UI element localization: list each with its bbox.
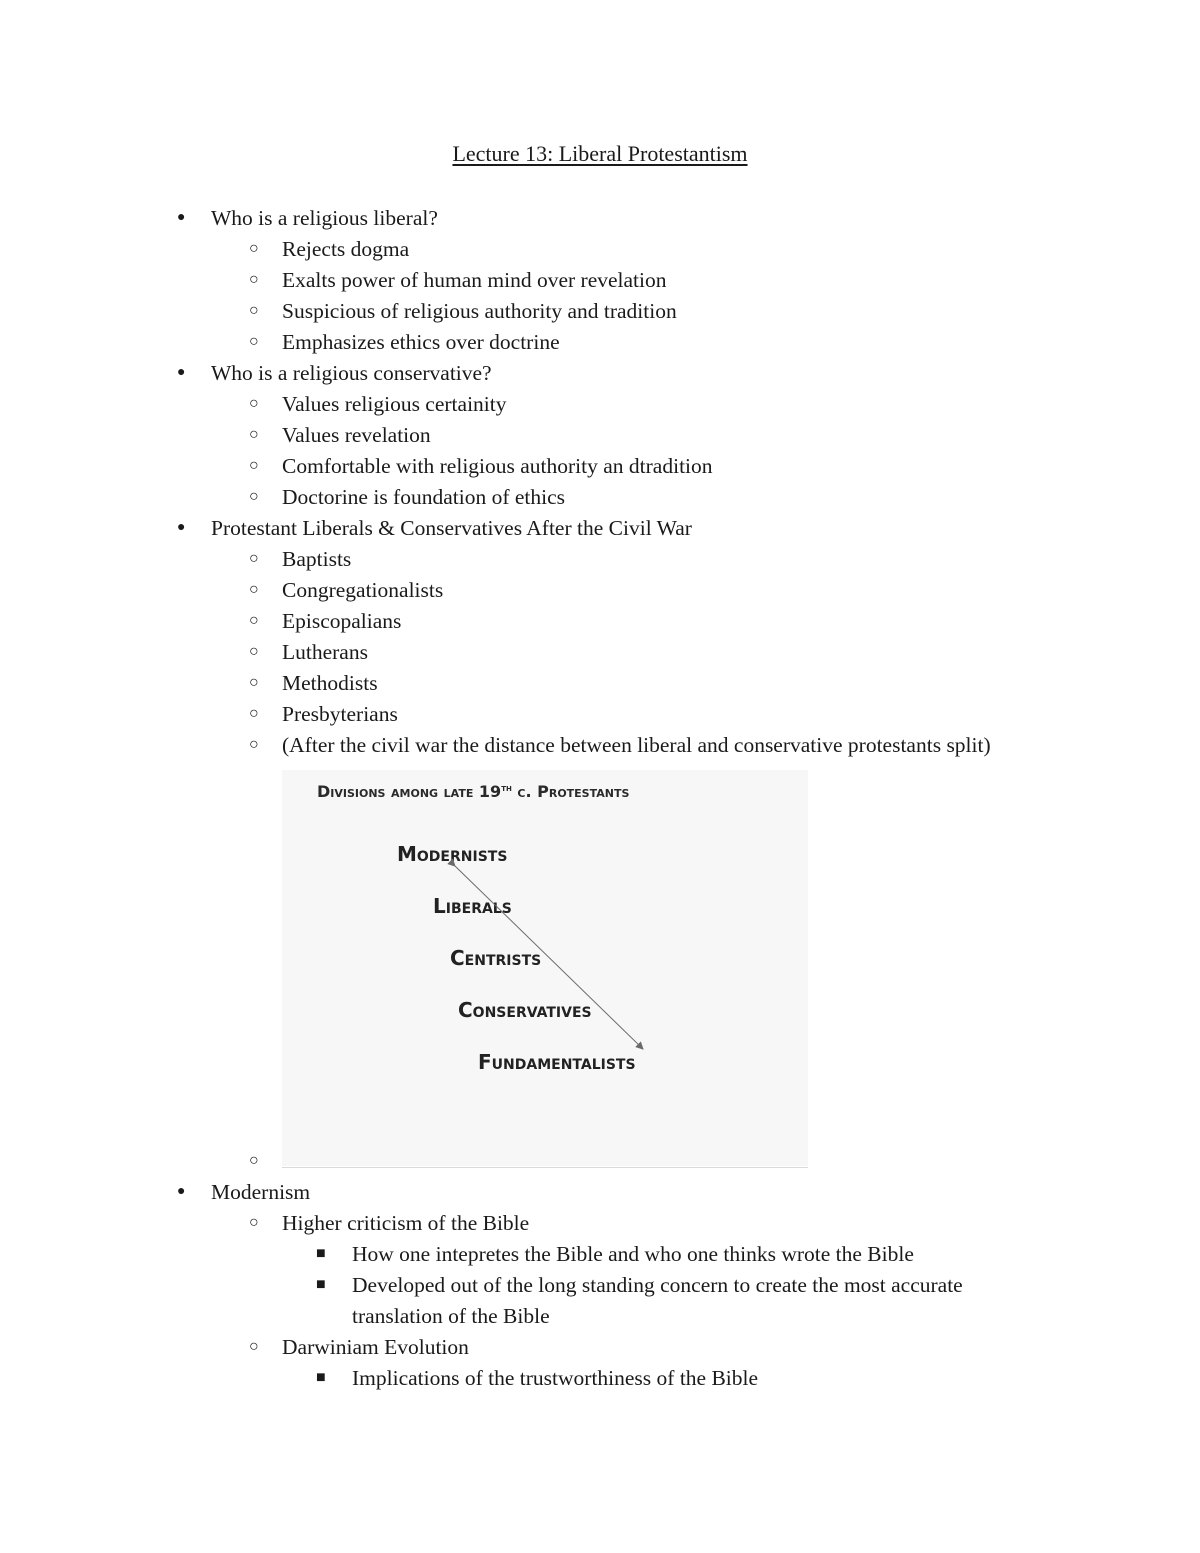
hollow-bullet-icon: ○ — [249, 612, 259, 629]
hollow-bullet-icon: ○ — [249, 1152, 259, 1169]
list-item: Doctorine is foundation of ethics — [282, 485, 566, 509]
section-heading: Who is a religious liberal? — [211, 206, 438, 230]
label-conservatives: Conservatives — [458, 998, 592, 1022]
figure-divider — [282, 1167, 808, 1168]
bullet-icon: ● — [177, 365, 186, 380]
square-bullet-icon: ■ — [316, 1276, 326, 1293]
divisions-diagram — [282, 770, 808, 1166]
square-bullet-icon: ■ — [316, 1245, 326, 1262]
hollow-bullet-icon: ○ — [249, 302, 259, 319]
page-title: Lecture 13: Liberal Protestantism — [452, 141, 748, 166]
label-fundamentalists: Fundamentalists — [478, 1050, 636, 1074]
bullet-icon: ● — [177, 520, 186, 535]
hollow-bullet-icon: ○ — [249, 240, 259, 257]
hollow-bullet-icon: ○ — [249, 271, 259, 288]
bullet-icon: ● — [177, 210, 186, 225]
label-modernists: Modernists — [397, 842, 508, 866]
bullet-icon: ● — [177, 1184, 186, 1199]
list-item: Presbyterians — [282, 702, 398, 726]
divisions-figure — [282, 770, 808, 1166]
hollow-bullet-icon: ○ — [249, 457, 259, 474]
figure-title: Divisions among late 19th c. Protestants — [317, 782, 630, 801]
section-heading: Protestant Liberals & Conservatives After the Civil War — [211, 516, 692, 540]
hollow-bullet-icon: ○ — [249, 581, 259, 598]
list-subitem: Developed out of the long standing concern to create the most accurate — [352, 1273, 963, 1297]
list-item: Emphasizes ethics over doctrine — [282, 330, 560, 354]
hollow-bullet-icon: ○ — [249, 643, 259, 660]
hollow-bullet-icon: ○ — [249, 426, 259, 443]
label-centrists: Centrists — [450, 946, 542, 970]
hollow-bullet-icon: ○ — [249, 674, 259, 691]
label-liberals: Liberals — [433, 894, 512, 918]
hollow-bullet-icon: ○ — [249, 736, 259, 753]
list-subitem: Implications of the trustworthiness of the Bible — [352, 1366, 759, 1390]
hollow-bullet-icon: ○ — [249, 705, 259, 722]
hollow-bullet-icon: ○ — [249, 333, 259, 350]
list-item: Episcopalians — [282, 609, 402, 633]
hollow-bullet-icon: ○ — [249, 550, 259, 567]
list-item: Lutherans — [282, 640, 368, 664]
list-item: Baptists — [282, 547, 352, 571]
list-item: Suspicious of religious authority and tradition — [282, 299, 677, 323]
list-item: Comfortable with religious authority an dtradition — [282, 454, 713, 478]
list-item: Exalts power of human mind over revelation — [282, 268, 667, 292]
hollow-bullet-icon: ○ — [249, 395, 259, 412]
section-heading: Who is a religious conservative? — [211, 361, 492, 385]
list-subitem: How one intepretes the Bible and who one thinks wrote the Bible — [352, 1242, 914, 1266]
list-item: Methodists — [282, 671, 378, 695]
section-heading: Modernism — [211, 1180, 311, 1204]
list-item: Congregationalists — [282, 578, 444, 602]
list-item: Values religious certainity — [282, 392, 507, 416]
list-item: Values revelation — [282, 423, 431, 447]
square-bullet-icon: ■ — [316, 1369, 326, 1386]
list-subitem-continuation: translation of the Bible — [352, 1304, 550, 1328]
list-item: Darwiniam Evolution — [282, 1335, 469, 1359]
list-item: Higher criticism of the Bible — [282, 1211, 530, 1235]
hollow-bullet-icon: ○ — [249, 1338, 259, 1355]
list-item: Rejects dogma — [282, 237, 410, 261]
hollow-bullet-icon: ○ — [249, 1214, 259, 1231]
list-item: (After the civil war the distance between liberal and conservative protestants split) — [282, 733, 991, 757]
hollow-bullet-icon: ○ — [249, 488, 259, 505]
